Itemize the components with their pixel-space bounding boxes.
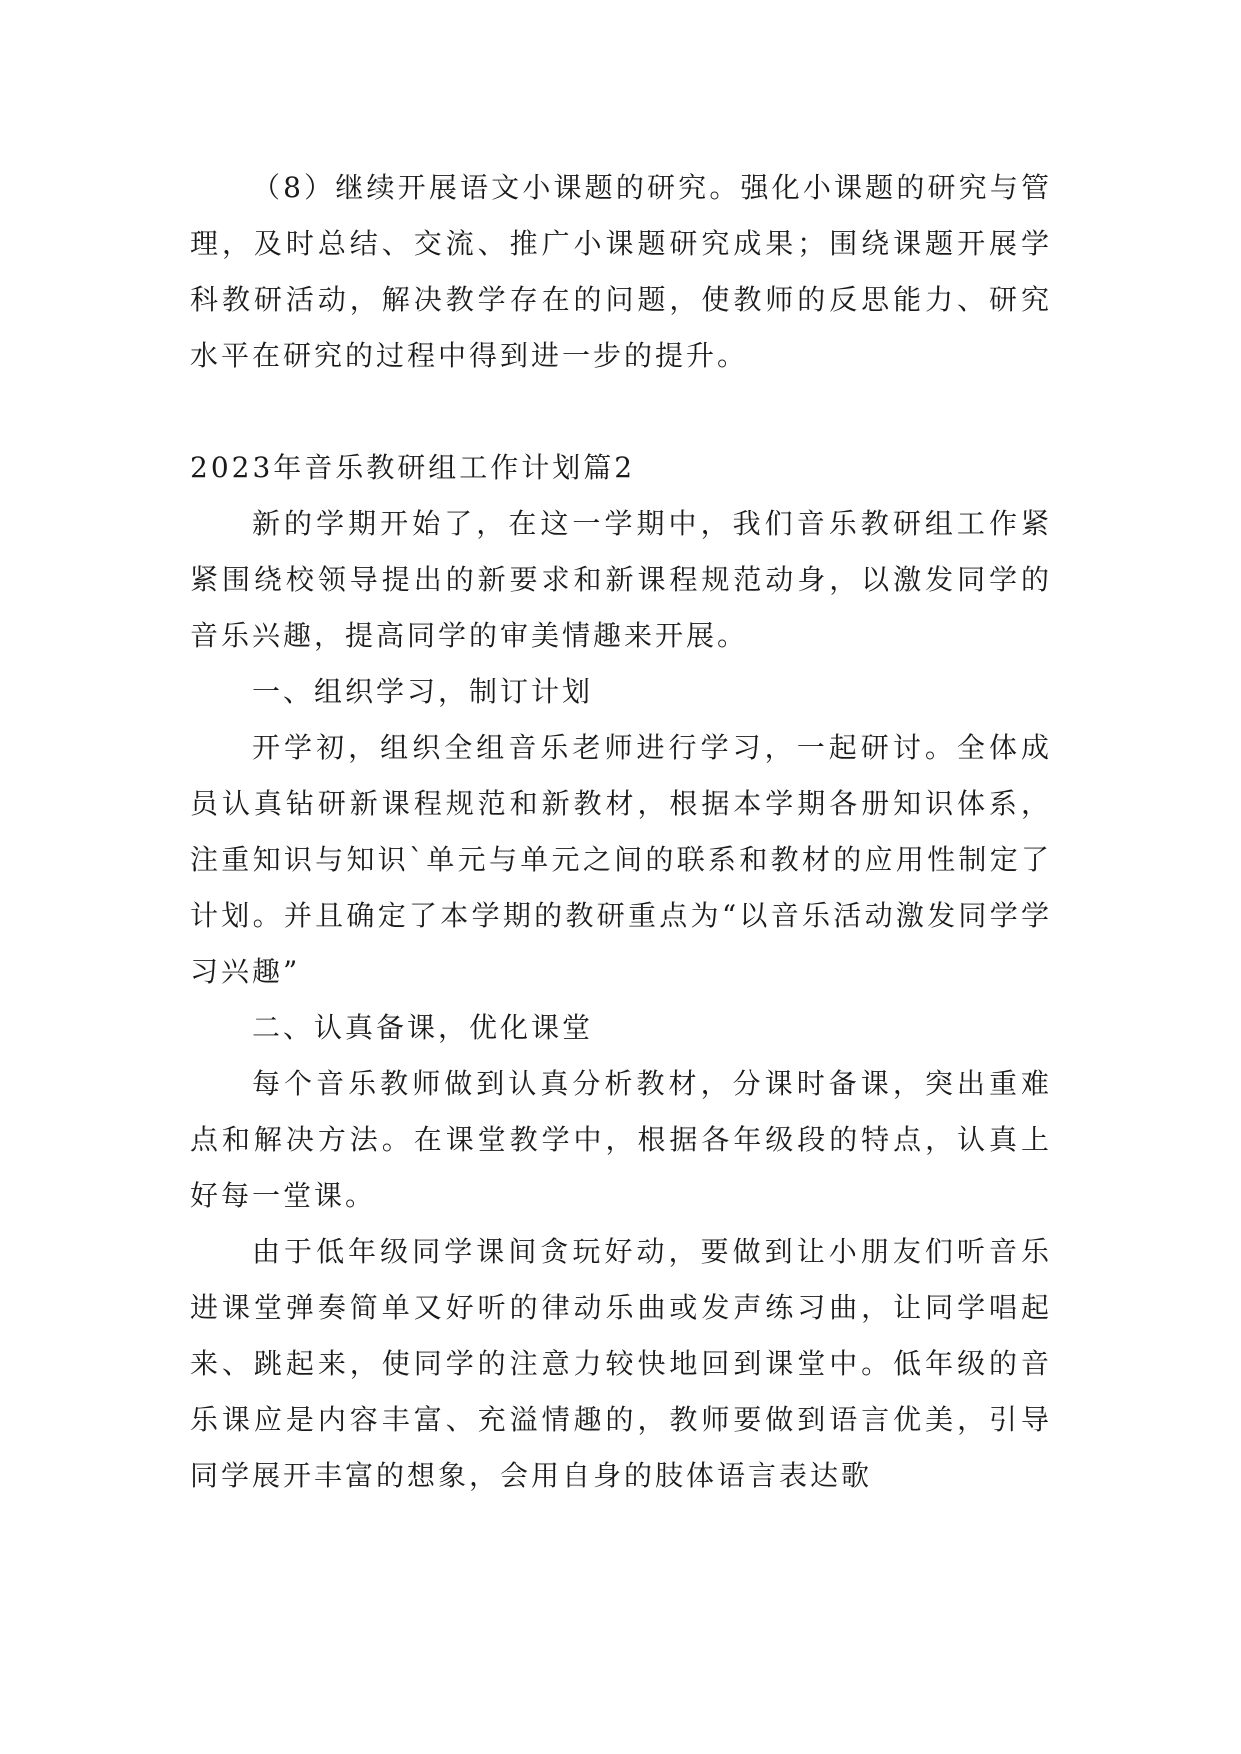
paragraph-item-8: （8）继续开展语文小课题的研究。强化小课题的研究与管理，及时总结、交流、推广小课题研究成果；围绕课题开展学科教研活动，解决教学存在的问题，使教师的反思能力、研究水平在研究的过程中得到进一步的提升。 <box>190 171 1052 372</box>
intro-paragraph: 新的学期开始了，在这一学期中，我们音乐教研组工作紧紧围绕校领导提出的新要求和新课程规范动身，以激发同学的音乐兴趣，提高同学的审美情趣来开展。 <box>190 507 1052 652</box>
paragraph-gap <box>190 384 1052 440</box>
paragraph-lesson-prep: 每个音乐教师做到认真分析教材，分课时备课，突出重难点和解决方法。在课堂教学中，根据各年级段的特点，认真上好每一堂课。 <box>190 1067 1052 1212</box>
paragraph-lower-grades: 由于低年级同学课间贪玩好动，要做到让小朋友们听音乐进课堂弹奏简单又好听的律动乐曲或发声练习曲，让同学唱起来、跳起来，使同学的注意力较快地回到课堂中。低年级的音乐课应是内容丰富、充溢情趣的，教师要做到语言优美，引导同学展开丰富的想象，会用自身的肢体语言表达歌 <box>190 1235 1052 1492</box>
subheading-lesson-prep: 二、认真备课，优化课堂 <box>252 1011 594 1044</box>
section-title: 2023年音乐教研组工作计划篇2 <box>190 451 636 484</box>
paragraph-study-plan: 开学初，组织全组音乐老师进行学习，一起研讨。全体成员认真钻研新课程规范和新教材，根据本学期各册知识体系，注重知识与知识`单元与单元之间的联系和教材的应用性制定了计划。并且确定了本学期的教研重点为“以音乐活动激发同学学习兴趣” <box>190 731 1052 988</box>
document-body <box>190 160 1052 1504</box>
subheading-organize-study: 一、组织学习，制订计划 <box>252 675 594 708</box>
